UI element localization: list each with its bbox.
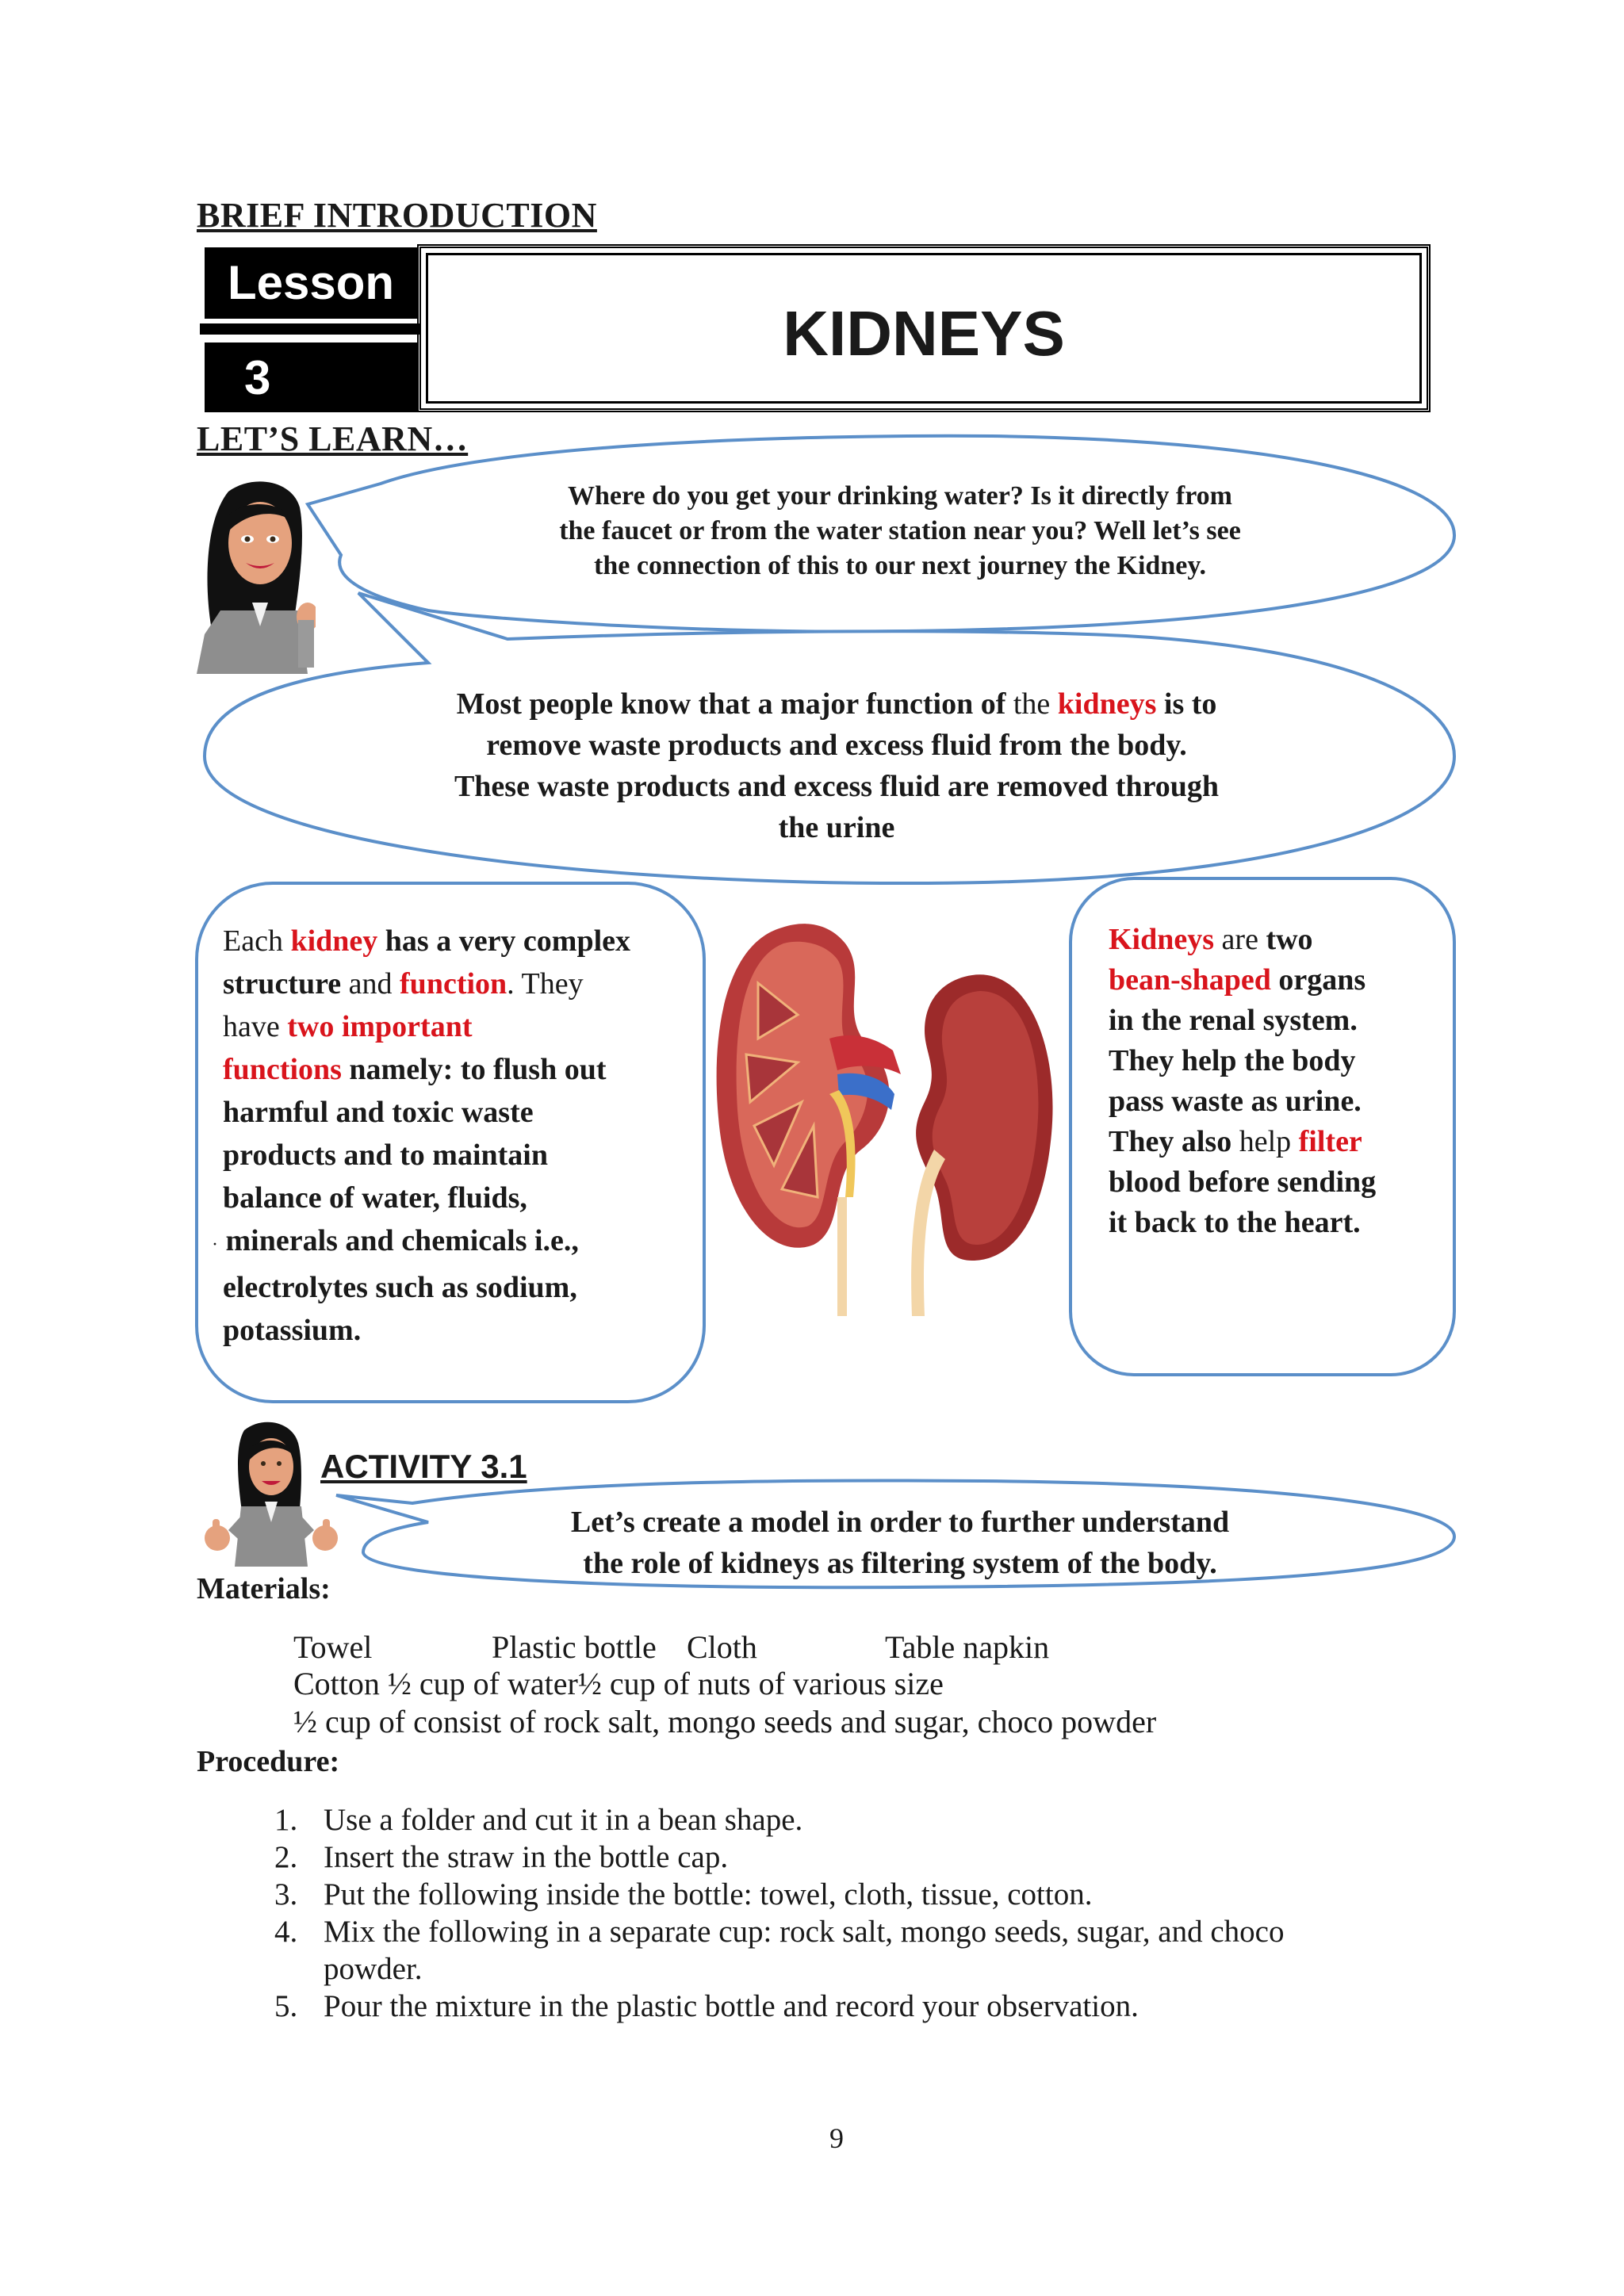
material-cotton-water: Cotton ½ cup of water [293,1666,578,1701]
right-line-3: in the renal system. [1109,1004,1358,1037]
left-line-1: Each kidney has a very complex [223,924,631,958]
function-line-2: remove waste products and excess fluid from the body. [486,729,1187,762]
left-line-10: potassium. [223,1314,362,1347]
left-line-4: functions namely: to flush out [223,1053,607,1086]
left-line-5: harmful and toxic waste [223,1096,534,1129]
brief-introduction-heading: BRIEF INTRODUCTION [197,196,597,235]
left-line-7: balance of water, fluids, [223,1181,527,1215]
procedure-step: 1. Use a folder and cut it in a bean shape. [274,1803,803,1837]
function-line-1: Most people know that a major function of the kidneys is to [456,687,1217,721]
activity-bubble-text [444,1502,1356,1584]
function-line-3: These waste products and excess fluid are removed through [454,770,1220,803]
procedure-list [274,1801,1448,2025]
function-bubble-text [349,683,1324,848]
lesson-title: KIDNEYS [783,298,1065,369]
question-bubble-text [444,479,1356,584]
teacher-avatar-icon [197,476,316,674]
right-line-2: bean-shaped organs [1109,963,1366,997]
activity-line-1: Let’s create a model in order to further understand [570,1506,1230,1539]
left-line-3: have two important [223,1010,473,1043]
function-line-4: the urine [778,811,895,844]
lets-learn-heading: LET’S LEARN… [197,419,469,458]
materials-heading: Materials: [197,1572,331,1605]
material-plastic-bottle: Plastic bottle [492,1629,657,1665]
page-number: 9 [829,2122,844,2154]
material-cloth: Cloth [687,1629,757,1665]
materials-row-1 [293,1628,1483,1667]
right-line-7: blood before sending [1109,1165,1377,1199]
materials-row-2 [293,1665,944,1702]
right-line-4: They help the body [1109,1044,1356,1077]
materials-row-3: ½ cup of consist of rock salt, mongo seeds and sugar, choco powder [293,1704,1157,1739]
left-box-text [212,920,699,1352]
left-line-8: · minerals and chemicals i.e., [212,1224,579,1257]
material-towel: Towel [293,1629,373,1665]
procedure-step: 3. Put the following inside the bottle: towel, cloth, tissue, cotton. [274,1877,1093,1911]
procedure-heading: Procedure: [197,1745,340,1778]
material-nuts: ½ cup of nuts of various size [577,1666,944,1701]
left-line-2: structure and function. They [223,967,584,1001]
material-table-napkin: Table napkin [885,1629,1050,1665]
right-line-5: pass waste as urine. [1109,1085,1362,1118]
left-line-9: electrolytes such as sodium, [223,1271,577,1304]
question-line-2: the faucet or from the water station near you? Well let’s see [559,516,1241,545]
right-line-6: They also help filter [1109,1125,1362,1158]
activity-line-2: the role of kidneys as filtering system of the body. [583,1547,1217,1580]
procedure-step: 2. Insert the straw in the bottle cap. [274,1840,729,1874]
question-line-3: the connection of this to our next journey the Kidney. [594,551,1206,580]
procedure-step: 5. Pour the mixture in the plastic bottle and record your observation. [274,1989,1139,2023]
lesson-number: 3 [205,342,417,412]
teacher-thumbs-up-avatar-icon [197,1419,346,1567]
procedure-step-continued: powder. [324,1952,423,1986]
procedure-step: 4. Mix the following in a separate cup: rock salt, mongo seeds, sugar, and choco [274,1915,1285,1949]
question-line-1: Where do you get your drinking water? Is it directly from [568,481,1232,511]
left-line-6: products and to maintain [223,1138,549,1172]
right-box-text [1109,920,1442,1243]
kidney-illustration [710,912,1059,1324]
right-line-8: it back to the heart. [1109,1206,1361,1239]
lesson-label: Lesson [205,247,417,319]
activity-title: ACTIVITY 3.1 [320,1448,527,1485]
right-line-1: Kidneys are two [1109,923,1313,956]
